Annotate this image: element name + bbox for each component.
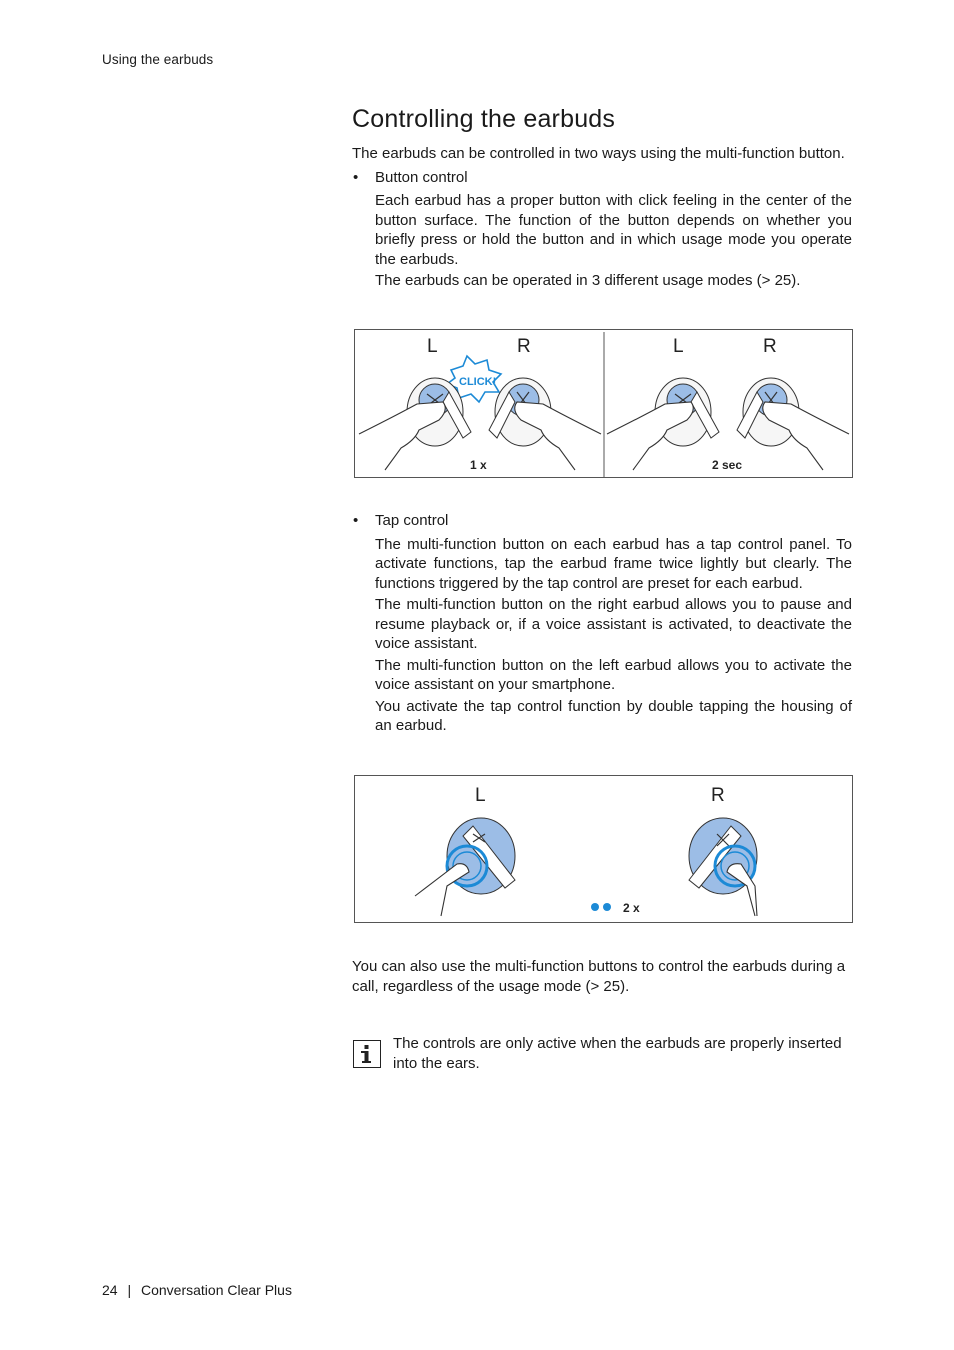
tap-dot-icon: [591, 903, 599, 911]
left-earbud-paragraph: The multi-function button on the left earbud allows you to activate the voice assistant on your smartphone.: [375, 656, 852, 693]
earbud-right-tap-icon: [689, 818, 757, 916]
page-title: Controlling the earbuds: [352, 105, 616, 133]
call-note-paragraph: You can also use the multi-function buttons to control the earbuds during a call, regardless of the usage mode (> 25).: [352, 958, 846, 995]
button-control-section: [352, 144, 852, 291]
panel1-label-left: L: [427, 336, 438, 357]
tap-label-right: R: [711, 785, 725, 806]
call-note-section: [352, 957, 852, 996]
tap-caption: 2 x: [623, 901, 640, 915]
tap-control-label: Tap control: [375, 512, 449, 529]
button-control-figure: [354, 329, 853, 478]
click-text: CLICK!: [459, 376, 497, 388]
tap-control-figure: [354, 775, 853, 923]
bullet-button-control: [352, 168, 852, 188]
right-earbud-paragraph: The multi-function button on the right earbud allows you to pause and resume playback or, if a voice assistant is activated, to deactivate the voice assistant.: [375, 596, 852, 652]
intro-paragraph: The earbuds can be controlled in two ways using the multi-function button.: [352, 145, 845, 162]
footer-separator: |: [127, 1282, 132, 1298]
bullet-tap-control: [352, 511, 852, 531]
tap-control-paragraph: The multi-function button on each earbud has a tap control panel. To activate functions, tap the earbud frame twice lightly but clearly. The functions triggered by the tap control are preset for each earbud.: [375, 535, 852, 592]
info-icon: [353, 1040, 381, 1068]
tap-label-left: L: [475, 785, 486, 806]
panel2-caption: 2 sec: [712, 458, 743, 472]
section-header: Using the earbuds: [102, 52, 214, 67]
button-control-label: Button control: [375, 168, 468, 186]
tap-control-section: [352, 511, 852, 736]
tap-control-illustration: [355, 776, 852, 922]
earbud-right-hold-icon: [737, 378, 849, 470]
button-control-illustration: [355, 330, 852, 477]
earbud-right-press-icon: [489, 378, 601, 470]
earbud-left-press-icon: [359, 378, 471, 470]
footer: [102, 1282, 292, 1298]
panel1-caption: 1 x: [470, 458, 487, 472]
earbud-left-tap-icon: [415, 818, 515, 916]
bullet-dot: •: [353, 168, 359, 186]
info-note: [393, 1034, 853, 1073]
panel2-label-left: L: [673, 336, 684, 357]
double-tap-paragraph: You activate the tap control function by double tapping the housing of an earbud.: [375, 697, 852, 734]
earbud-left-hold-icon: [607, 378, 719, 470]
usage-modes-paragraph: The earbuds can be operated in 3 different usage modes (> 25).: [375, 272, 801, 289]
panel2-label-right: R: [763, 336, 777, 357]
info-text: The controls are only active when the earbuds are properly inserted into the ears.: [393, 1035, 842, 1072]
tap-dot-icon: [603, 903, 611, 911]
bullet-dot: •: [353, 512, 359, 529]
page-number: 24: [102, 1282, 118, 1298]
button-control-paragraph: Each earbud has a proper button with click feeling in the center of the button surface. The function of the button depends on whether you briefly press or hold the button and in which usage mode you operate the earbuds.: [375, 192, 852, 268]
product-name: Conversation Clear Plus: [141, 1282, 292, 1298]
panel1-label-right: R: [517, 336, 531, 357]
